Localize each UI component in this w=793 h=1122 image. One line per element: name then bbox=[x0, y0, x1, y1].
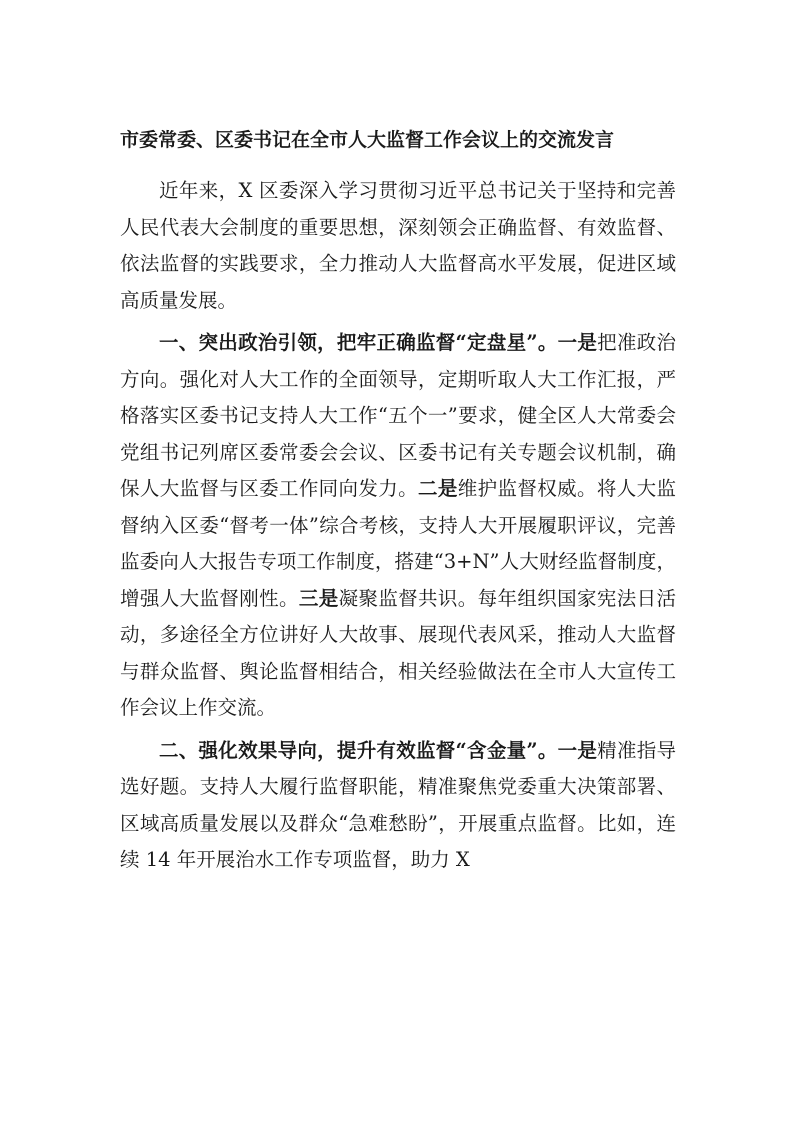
document-body bbox=[120, 173, 676, 885]
section-1-point-3-text: 凝聚监督共识。每年组织国家宪法日活动，多途径全方位讲好人大故事、展现代表风采，推动人大监督与群众监督、舆论监督相结合，相关经验做法在全市人大宣传工作会议上作交流。 bbox=[120, 586, 676, 719]
section-1-point-3-label: 三是 bbox=[298, 586, 339, 610]
intro-paragraph: 近年来，X 区委深入学习贯彻习近平总书记关于坚持和完善人民代表大会制度的重要思想，深刻领会正确监督、有效监督、依法监督的实践要求，全力推动人大监督高水平发展，促进区域高质量发展。 bbox=[120, 179, 676, 312]
section-2-point-1-label: 一是 bbox=[557, 738, 598, 762]
section-2-paragraph bbox=[120, 733, 676, 879]
section-1-point-2-label: 二是 bbox=[418, 477, 458, 500]
section-1-point-2-text: 维护监督权威。将人大监督纳入区委“督考一体”综合考核，支持人大开展履职评议，完善监委向人大报告专项工作制度，搭建“3+N”人大财经监督制度，增强人大监督刚性。 bbox=[120, 477, 676, 610]
section-1-point-1-text: 把准政治方向。强化对人大工作的全面领导，定期听取人大工作汇报，严格落实区委书记支持人大工作“五个一”要求，健全区人大常委会党组书记列席区委常委会会议、区委书记有关专题会议机制，确保人大监督与区委工作同向发力。 bbox=[120, 331, 676, 500]
section-1-point-1-label: 一是 bbox=[557, 331, 598, 354]
section-1-paragraph bbox=[120, 325, 676, 727]
section-1-heading: 一、突出政治引领，把牢正确监督“定盘星”。 bbox=[159, 331, 558, 354]
section-2-point-1-text: 精准指导选好题。支持人大履行监督职能，精准聚焦党委重大决策部署、区域高质量发展以及群众“急难愁盼”，开展重点监督。比如，连续 14 年开展治水工作专项监督，助力 X bbox=[120, 738, 676, 871]
section-2-heading: 二、强化效果导向，提升有效监督“含金量”。 bbox=[159, 738, 558, 762]
document-title: 市委常委、区委书记在全市人大监督工作会议上的交流发言 bbox=[120, 129, 615, 151]
